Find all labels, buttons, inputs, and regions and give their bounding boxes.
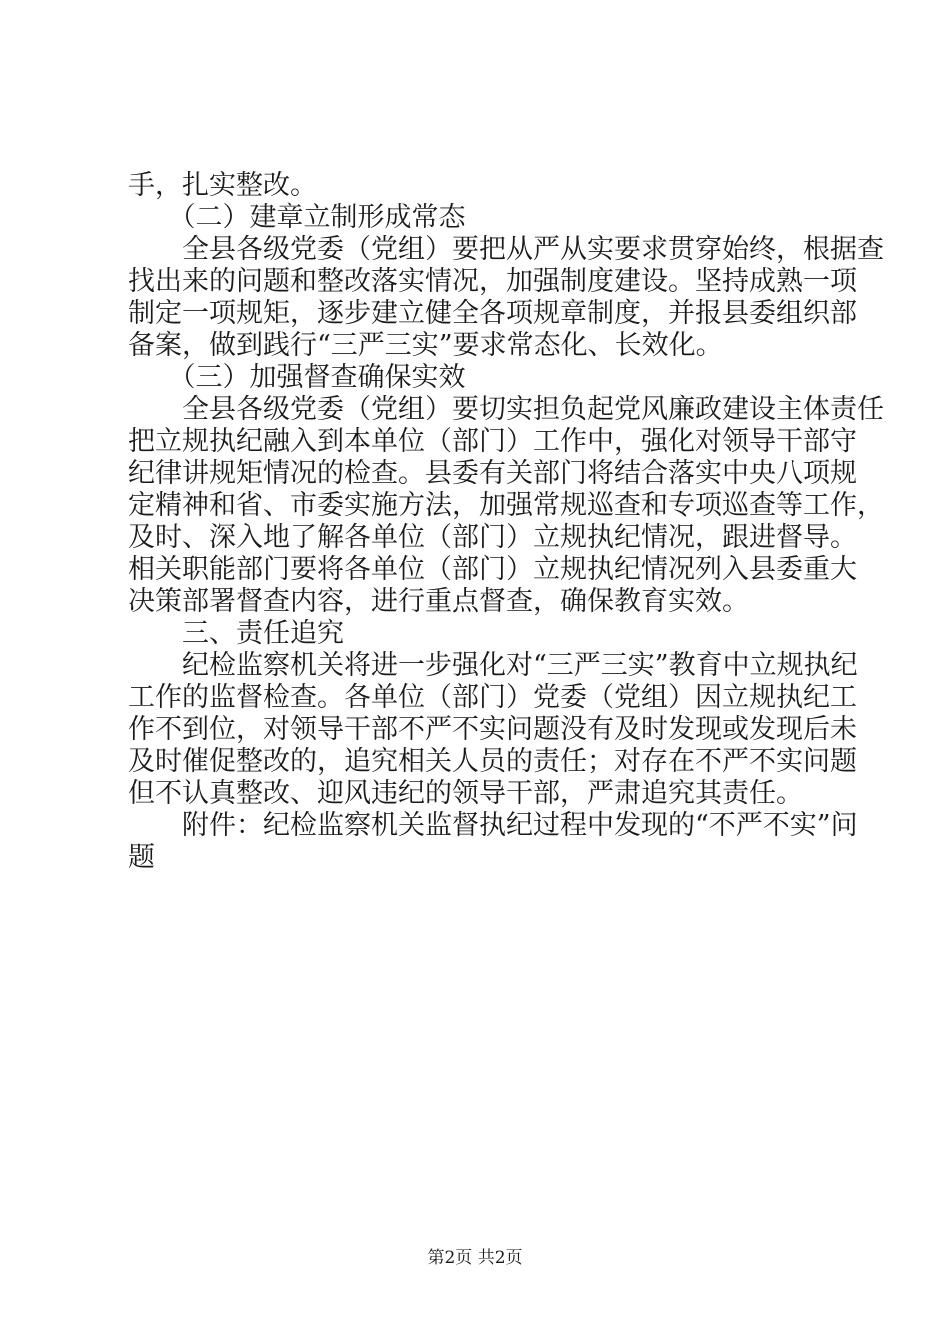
section-heading: （三）加强督查确保实效 [128, 362, 466, 393]
text-line: 相关职能部门要将各单位（部门）立规执纪情况列入县委重大 [128, 554, 857, 585]
document-body [128, 170, 884, 874]
text-line: 纪检监察机关将进一步强化对“三严三实”教育中立规执纪 [128, 650, 858, 681]
text-line: 手，扎实整改。 [128, 170, 317, 201]
text-line: 全县各级党委（党组）要切实担负起党风廉政建设主体责任 [128, 394, 884, 425]
page-footer: 第2页 共2页 [427, 1248, 523, 1268]
text-line: 但不认真整改、迎风违纪的领导干部，严肃追究其责任。 [128, 778, 803, 809]
text-line: 题 [128, 842, 155, 873]
text-line: 制定一项规矩，逐步建立健全各项规章制度，并报县委组织部 [128, 298, 857, 329]
text-line: 附件：纪检监察机关监督执纪过程中发现的“不严不实”问 [128, 810, 858, 841]
section-heading: 三、责任追究 [128, 618, 344, 649]
text-line: 找出来的问题和整改落实情况，加强制度建设。坚持成熟一项 [128, 266, 857, 297]
text-line: 备案，做到践行“三严三实”要求常态化、长效化。 [128, 330, 723, 361]
section-heading: （二）建章立制形成常态 [128, 202, 466, 233]
text-line: 全县各级党委（党组）要把从严从实要求贯穿始终，根据查 [128, 234, 884, 265]
text-line: 作不到位，对领导干部不严不实问题没有及时发现或发现后未 [128, 714, 857, 745]
text-line: 及时、深入地了解各单位（部门）立规执纪情况，跟进督导。 [128, 522, 857, 553]
text-line: 把立规执纪融入到本单位（部门）工作中，强化对领导干部守 [128, 426, 857, 457]
text-line: 工作的监督检查。各单位（部门）党委（党组）因立规执纪工 [128, 682, 857, 713]
text-line: 及时催促整改的，追究相关人员的责任；对存在不严不实问题 [128, 746, 857, 777]
text-line: 纪律讲规矩情况的检查。县委有关部门将结合落实中央八项规 [128, 458, 857, 489]
text-line: 决策部署督查内容，进行重点督查，确保教育实效。 [128, 586, 749, 617]
text-line: 定精神和省、市委实施方法，加强常规巡查和专项巡查等工作， [128, 490, 884, 521]
